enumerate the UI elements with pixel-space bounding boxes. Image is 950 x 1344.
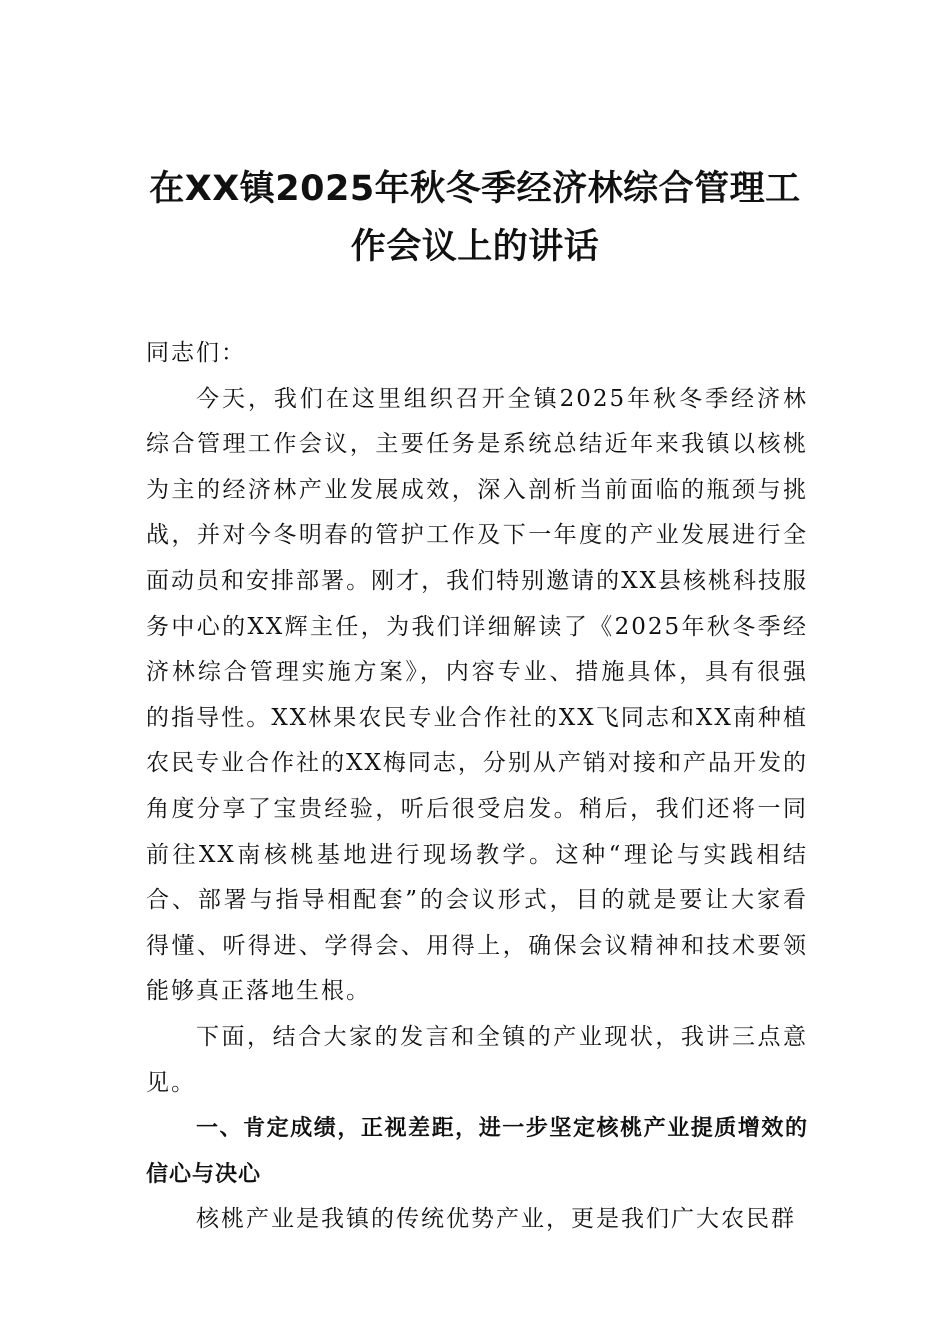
paragraph-transition: 下面，结合大家的发言和全镇的产业现状，我讲三点意见。 bbox=[146, 1023, 808, 1096]
title-line-2: 作会议上的讲话 bbox=[350, 227, 600, 267]
section-heading-1: 一、肯定成绩，正视差距，进一步坚定核桃产业提质增效的信心与决心 bbox=[146, 1116, 808, 1187]
document-body bbox=[146, 331, 808, 1243]
document-title bbox=[140, 160, 810, 276]
paragraph-section-1: 核桃产业是我镇的传统优势产业，更是我们广大农民群 bbox=[196, 1206, 796, 1233]
title-line-1: 在XX镇2025年秋冬季经济林综合管理工 bbox=[149, 169, 801, 209]
paragraph-intro: 今天，我们在这里组织召开全镇2025年秋冬季经济林综合管理工作会议，主要任务是系统总结近年来我镇以核桃为主的经济林产业发展成效，深入剖析当前面临的瓶颈与挑战，并对今冬明春的管护工作及下一年度的产业发展进行全面动员和安排部署。刚才，我们特别邀请的XX县核桃科技服务中心的XX辉主任，为我们详细解读了《2025年秋冬季经济林综合管理实施方案》，内容专业、措施具体，具有很强的指导性。XX林果农民专业合作社的XX飞同志和XX南种植农民专业合作社的XX梅同志，分别从产销对接和产品开发的角度分享了宝贵经验，听后很受启发。稍后，我们还将一同前往XX南核桃基地进行现场教学。这种“理论与实践相结合、部署与指导相配套”的会议形式，目的就是要让大家看得懂、听得进、学得会、用得上，确保会议精神和技术要领能够真正落地生根。 bbox=[146, 385, 808, 1005]
salutation: 同志们： bbox=[146, 340, 246, 366]
